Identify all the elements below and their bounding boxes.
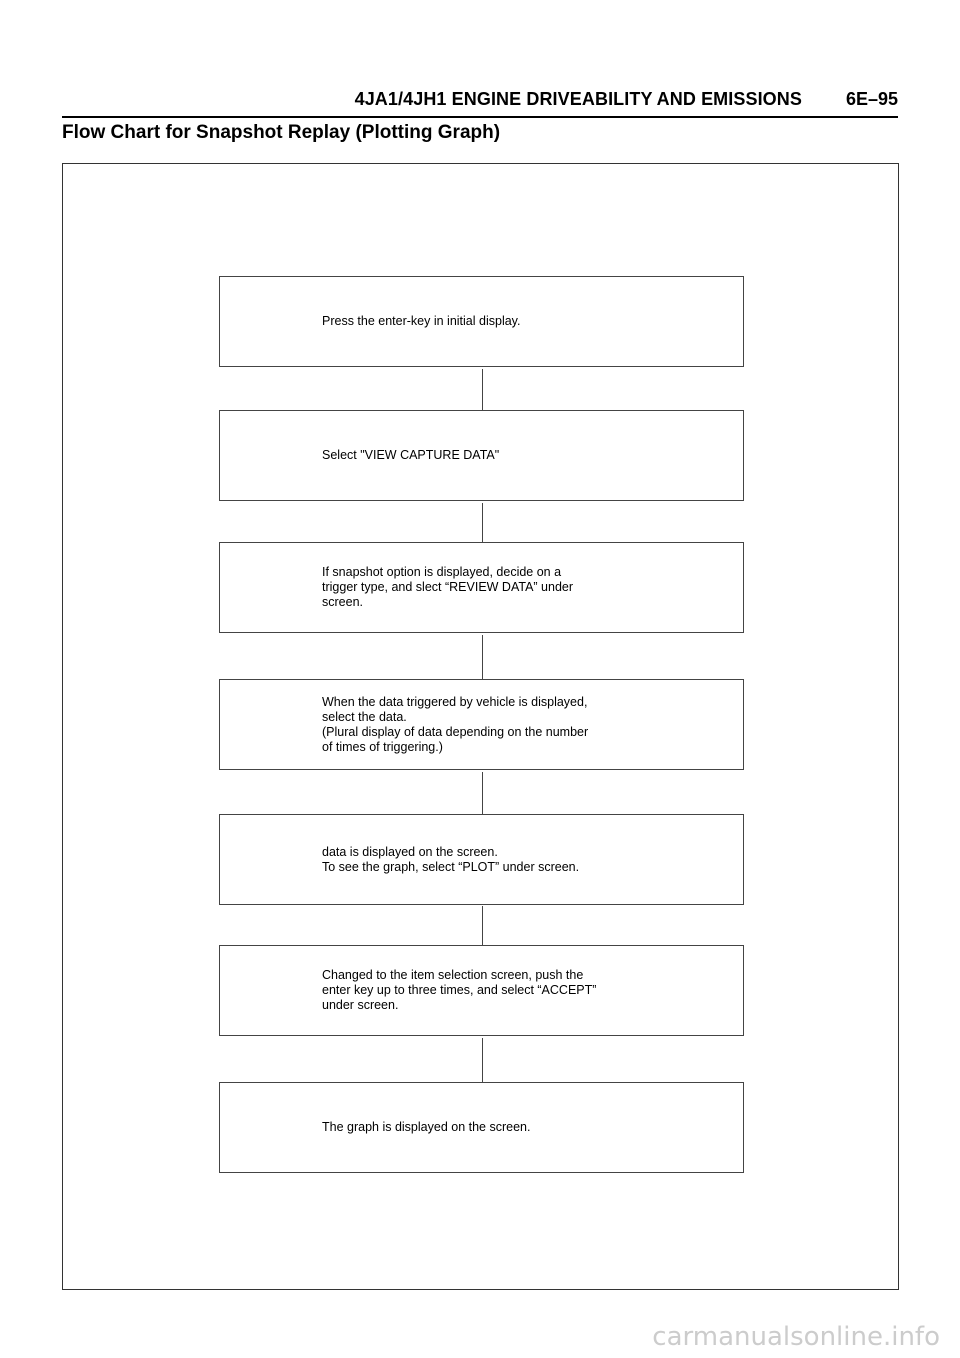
flow-step-1	[219, 276, 744, 367]
flow-connector	[482, 635, 483, 680]
flow-step-6	[219, 945, 744, 1036]
flow-connector	[482, 503, 483, 542]
flow-step-text: Changed to the item selection screen, push the enter key up to three times, and select “ACCEPT” under screen.	[322, 968, 597, 1012]
flow-step-5	[219, 814, 744, 905]
flowchart-frame	[62, 163, 899, 1290]
flow-step-2	[219, 410, 744, 501]
flow-connector	[482, 1038, 483, 1083]
flow-step-text: The graph is displayed on the screen.	[322, 1120, 531, 1134]
flow-step-4	[219, 679, 744, 770]
flow-step-7	[219, 1082, 744, 1173]
flow-step-text: data is displayed on the screen. To see the graph, select “PLOT” under screen.	[322, 844, 580, 874]
flow-step-3	[219, 542, 744, 633]
page-header	[62, 86, 898, 118]
watermark-text: carmanualsonline.info	[652, 1322, 940, 1352]
flow-step-text: When the data triggered by vehicle is displayed, select the data. (Plural display of data depending on the number of times of triggering.)	[322, 694, 589, 754]
header-title: 4JA1/4JH1 ENGINE DRIVEABILITY AND EMISSIONS	[354, 89, 802, 109]
flow-step-text: Press the enter-key in initial display.	[322, 314, 521, 328]
page-number: 6E–95	[845, 89, 898, 109]
flow-connector	[482, 369, 483, 411]
flow-step-text: If snapshot option is displayed, decide on a trigger type, and slect “REVIEW DATA” under screen.	[322, 565, 574, 609]
flow-connector	[482, 772, 483, 815]
section-title: Flow Chart for Snapshot Replay (Plotting Graph)	[62, 122, 501, 143]
flow-connector	[482, 906, 483, 946]
flow-step-text: Select "VIEW CAPTURE DATA"	[322, 448, 500, 462]
